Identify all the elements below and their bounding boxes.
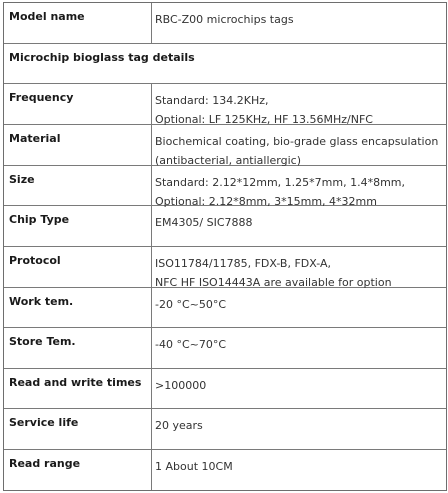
row-label: Frequency	[4, 84, 152, 124]
row-label: Work tem.	[4, 288, 152, 327]
value-line: Optional: 2.12*8mm, 3*15mm, 4*32mm	[155, 195, 377, 208]
section-header-label: Microchip bioglass tag details	[9, 51, 195, 64]
row-value	[153, 3, 446, 43]
row-value	[153, 166, 446, 208]
row-label: Read and write times	[4, 369, 152, 408]
table-row	[4, 328, 446, 369]
table-row	[4, 206, 446, 247]
value-line: 20 years	[155, 419, 203, 432]
row-value	[153, 328, 446, 368]
value-line: EM4305/ SIC7888	[155, 216, 253, 229]
value-line: NFC HF ISO14443A are available for option	[155, 276, 392, 289]
value-line: -40 °C~70°C	[155, 338, 227, 351]
row-value	[153, 84, 446, 124]
row-value	[153, 247, 446, 287]
row-label: Read range	[4, 450, 152, 490]
value-line: ISO11784/11785, FDX-B, FDX-A,	[155, 257, 332, 270]
value-line: RBC-Z00 microchips tags	[155, 13, 294, 26]
value-line: >100000	[155, 379, 207, 392]
row-value	[153, 288, 446, 327]
row-value	[153, 125, 446, 165]
table-row	[4, 125, 446, 166]
value-line: Optional: LF 125KHz, HF 13.56MHz/NFC	[155, 113, 373, 126]
row-label: Protocol	[4, 247, 152, 287]
table-row	[4, 369, 446, 409]
value-line: Biochemical coating, bio-grade glass encapsulation	[155, 135, 439, 148]
row-label: Chip Type	[4, 206, 152, 246]
table-row	[4, 450, 446, 490]
row-value	[153, 450, 446, 490]
value-line: -20 °C~50°C	[155, 298, 227, 311]
row-label: Size	[4, 166, 152, 205]
row-label: Model name	[4, 3, 152, 43]
row-label: Service life	[4, 409, 152, 449]
row-value	[153, 206, 446, 246]
value-line: 1 About 10CM	[155, 460, 233, 473]
value-line: Standard: 2.12*12mm, 1.25*7mm, 1.4*8mm,	[155, 176, 405, 189]
row-value	[153, 409, 446, 449]
table-row	[4, 3, 446, 44]
table-row	[4, 84, 446, 125]
spec-table	[3, 2, 447, 491]
table-row	[4, 409, 446, 450]
table-row	[4, 247, 446, 288]
section-header-row	[4, 44, 446, 84]
row-value	[153, 369, 446, 408]
value-line: (antibacterial, antiallergic)	[155, 154, 302, 167]
row-label: Material	[4, 125, 152, 165]
table-row	[4, 166, 446, 206]
row-label: Store Tem.	[4, 328, 152, 368]
value-line: Standard: 134.2KHz,	[155, 94, 269, 107]
table-row	[4, 288, 446, 328]
